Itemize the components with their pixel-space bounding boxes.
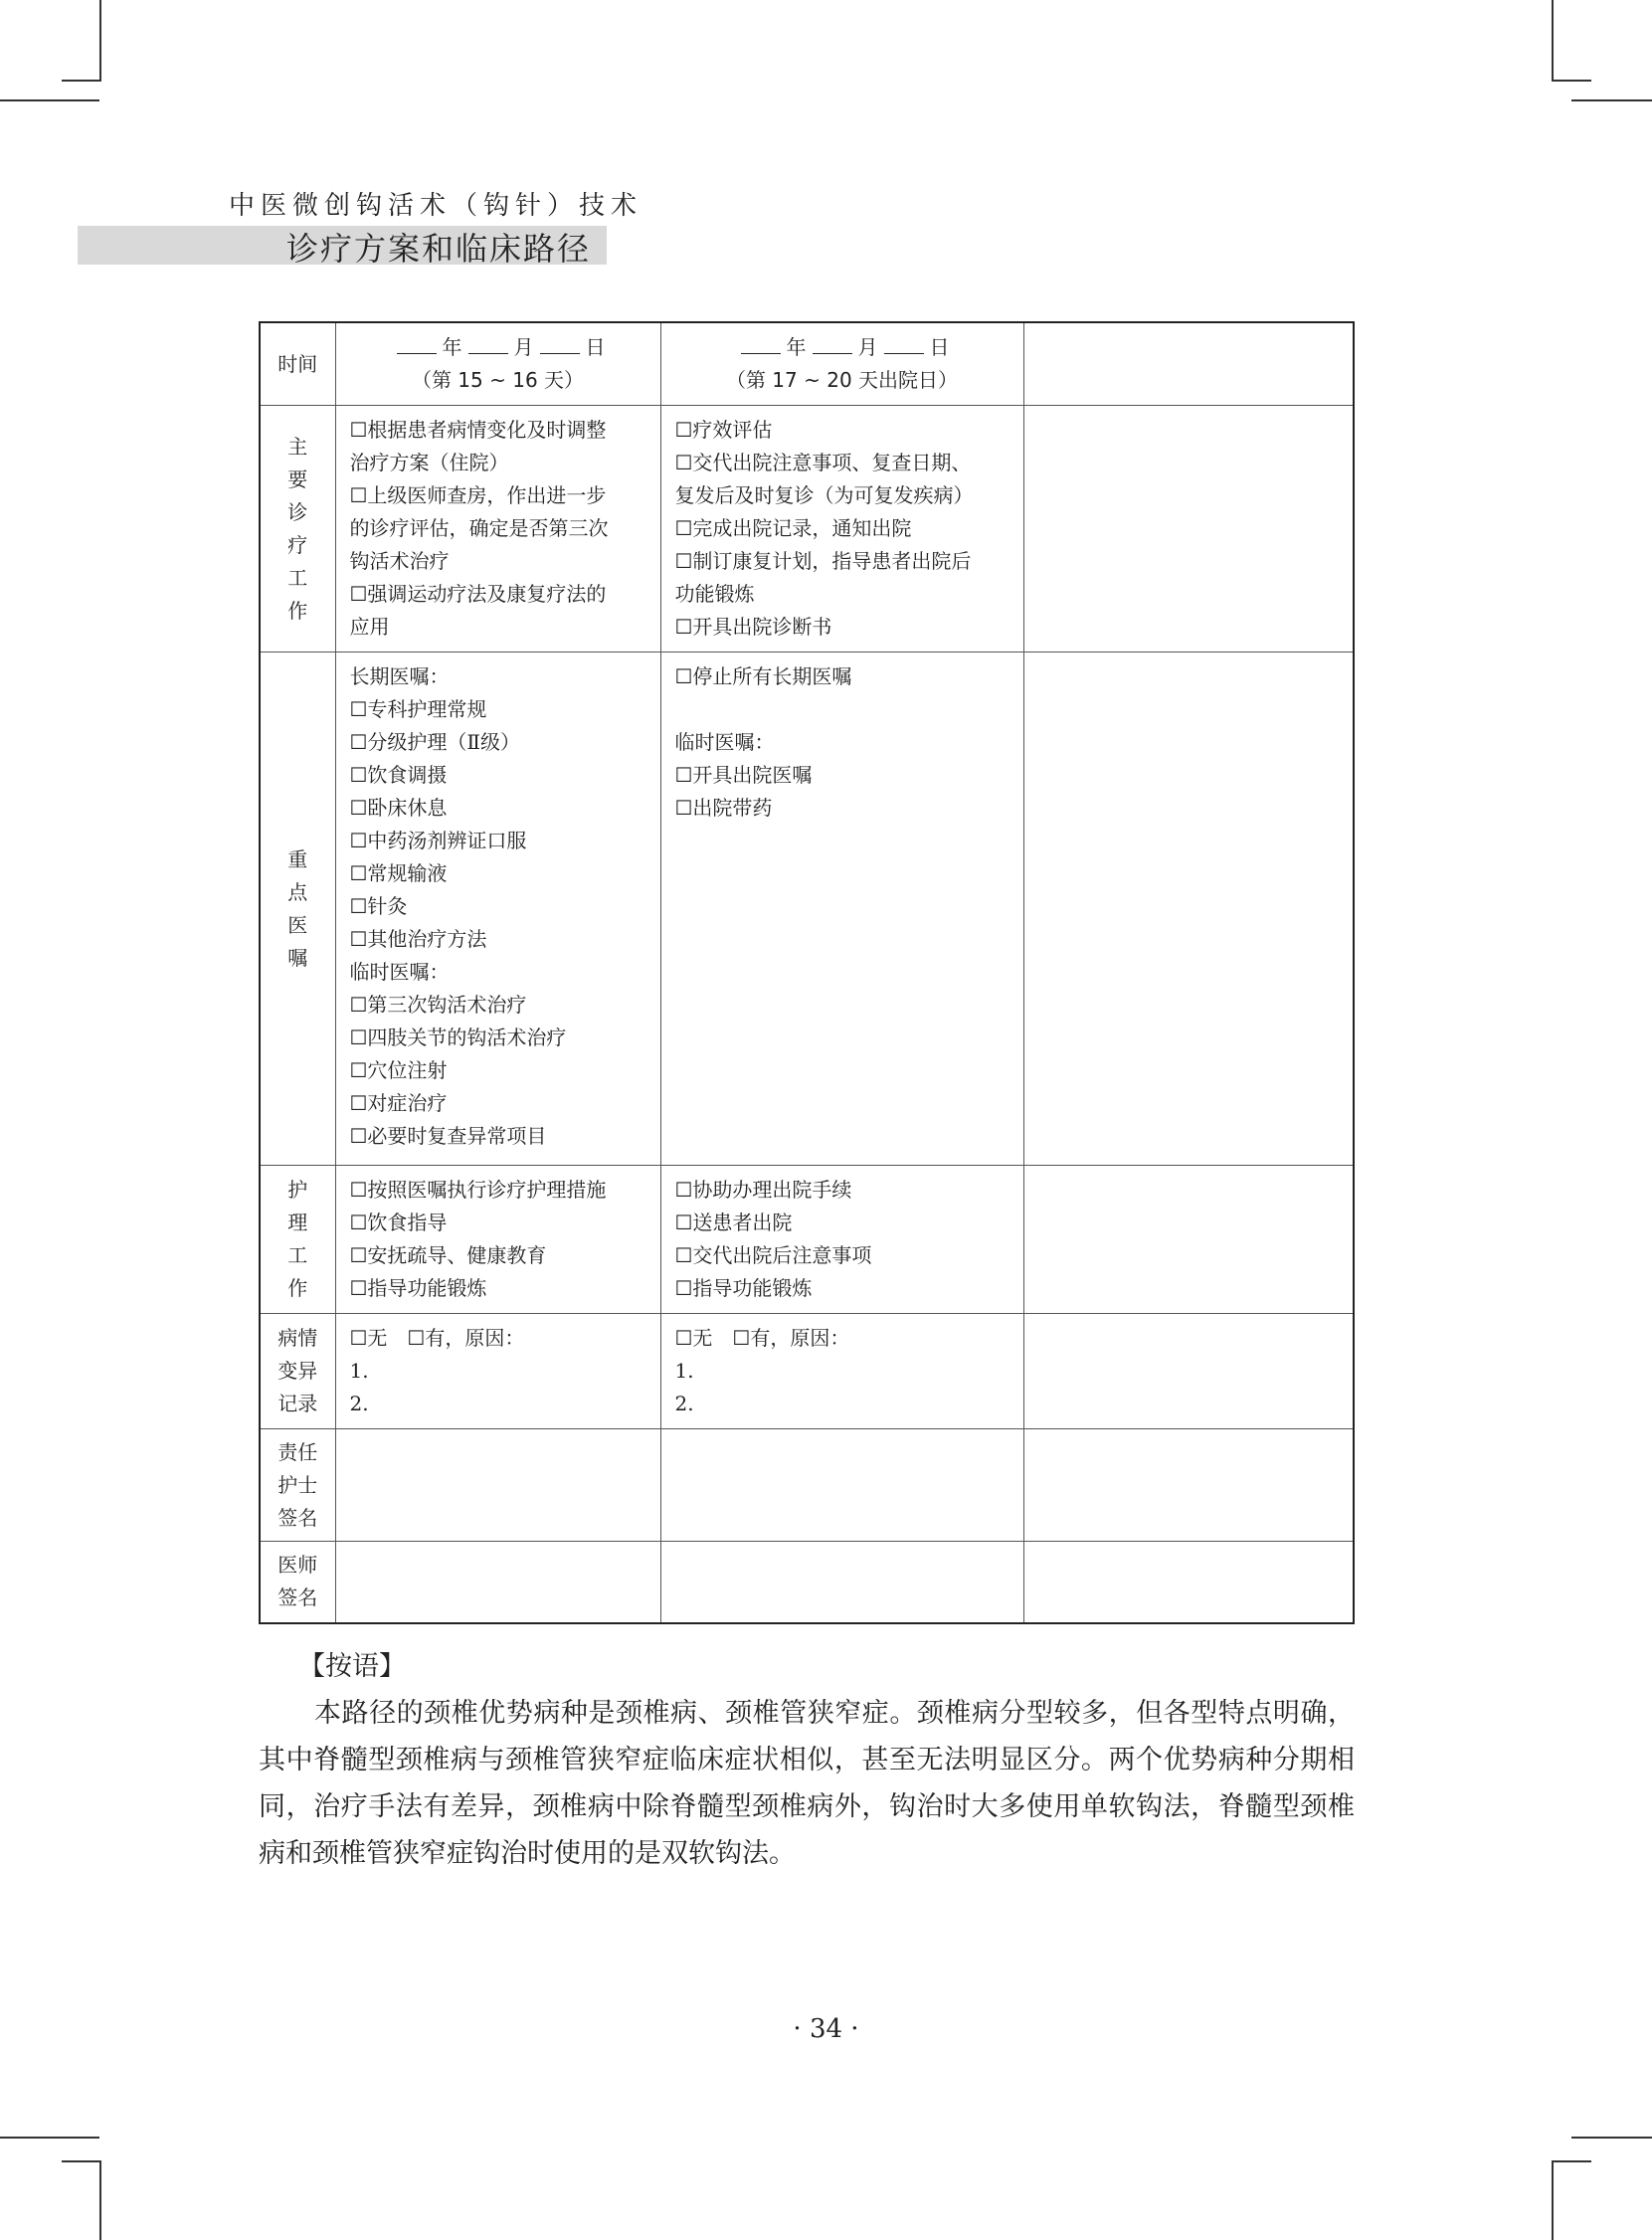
cell-time	[335, 322, 660, 406]
crop-mark	[1552, 2160, 1591, 2162]
checklist-line: ☐停止所有长期医嘱	[674, 664, 852, 688]
cell-empty	[1023, 1314, 1354, 1429]
row-label-cell	[260, 1429, 335, 1542]
cell-main-work	[660, 406, 1023, 653]
row-label-cell	[260, 1166, 335, 1314]
checklist-line: 临时医嘱：	[349, 960, 450, 984]
checklist-line: 临时医嘱：	[674, 730, 775, 754]
date-blank	[813, 333, 852, 354]
checklist-line: ☐对症治疗	[349, 1091, 448, 1115]
checklist-line: ☐指导功能锻炼	[349, 1276, 487, 1300]
cell-nurse-sign	[335, 1429, 660, 1542]
section-title-band	[78, 226, 607, 268]
date-blank	[540, 333, 580, 354]
cell-nursing	[660, 1166, 1023, 1314]
checklist-line: ☐卧床休息	[349, 796, 448, 820]
crop-mark	[0, 99, 99, 101]
clinical-pathway-table	[259, 321, 1355, 1624]
date-blank	[397, 333, 437, 354]
row-doctor-sign	[260, 1542, 1354, 1623]
date-year: 年	[786, 335, 807, 359]
checklist-line: ☐中药汤剂辨证口服	[349, 829, 527, 852]
crop-mark	[1552, 80, 1591, 82]
crop-mark	[62, 80, 101, 82]
row-label-cell	[260, 1314, 335, 1429]
row-label-cell	[260, 1542, 335, 1623]
page-number: · 34 ·	[793, 2014, 859, 2044]
checklist-line: ☐送患者出院	[674, 1211, 793, 1234]
crop-mark	[99, 2160, 101, 2240]
checklist-line: 2.	[349, 1392, 369, 1415]
date-line	[675, 331, 1010, 364]
checklist-line: ☐其他治疗方法	[349, 927, 487, 951]
row-label-nurse-sign: 责任护士签名	[277, 1439, 318, 1530]
cell-nurse-sign	[660, 1429, 1023, 1542]
checklist-line: ☐无 ☐有，原因：	[674, 1326, 850, 1350]
checklist-line: ☐出院带药	[674, 796, 773, 820]
cell-empty	[1023, 406, 1354, 653]
row-label-main-work: 主要诊疗工作	[287, 434, 308, 623]
checklist-line: ☐常规输液	[349, 861, 448, 885]
checklist-line: 钩活术治疗	[349, 549, 450, 573]
checklist-line: ☐根据患者病情变化及时调整	[349, 418, 607, 442]
checklist-line: ☐开具出院医嘱	[674, 763, 813, 787]
crop-mark	[1571, 2137, 1652, 2139]
checklist-line: ☐针灸	[349, 894, 408, 918]
checklist-line: ☐必要时复查异常项目	[349, 1124, 547, 1148]
cell-doctor-sign	[660, 1542, 1023, 1623]
crop-mark	[1552, 0, 1554, 80]
date-line	[350, 331, 646, 364]
checklist-line: ☐无 ☐有，原因：	[349, 1326, 525, 1350]
date-blank	[741, 333, 781, 354]
checklist-line: ☐完成出院记录，通知出院	[674, 516, 912, 540]
cell-variation	[660, 1314, 1023, 1429]
checklist-line: 1.	[349, 1359, 369, 1383]
row-time	[260, 322, 1354, 406]
checklist-line: ☐饮食调摄	[349, 763, 448, 787]
checklist-line: 长期医嘱：	[349, 664, 450, 688]
row-label-cell	[260, 322, 335, 406]
cell-nursing	[335, 1166, 660, 1314]
cell-empty	[1023, 322, 1354, 406]
crop-mark	[1552, 2160, 1554, 2240]
checklist-line: ☐疗效评估	[674, 418, 773, 442]
cell-main-work	[335, 406, 660, 653]
date-month: 月	[513, 335, 534, 359]
checklist-line: 2.	[674, 1392, 694, 1415]
checklist-line	[675, 693, 1010, 726]
row-label-variation: 病情变异记录	[277, 1326, 318, 1415]
cell-time	[660, 322, 1023, 406]
cell-orders	[660, 653, 1023, 1166]
date-day: 日	[929, 335, 950, 359]
checklist-line: 复发后及时复诊（为可复发疾病）	[674, 483, 974, 507]
checklist-line: ☐四肢关节的钩活术治疗	[349, 1026, 567, 1049]
date-year: 年	[442, 335, 462, 359]
row-label-orders: 重点医嘱	[287, 846, 308, 970]
date-month: 月	[857, 335, 878, 359]
checklist-line: ☐按照医嘱执行诊疗护理措施	[349, 1178, 607, 1202]
checklist-line: ☐第三次钩活术治疗	[349, 993, 527, 1017]
checklist-line: ☐交代出院后注意事项	[674, 1243, 872, 1267]
crop-mark	[0, 2137, 99, 2139]
crop-mark	[99, 0, 101, 80]
row-label-time: 时间	[277, 351, 318, 376]
checklist-line: 1.	[674, 1359, 694, 1383]
row-nursing	[260, 1166, 1354, 1314]
checklist-line: ☐安抚疏导、健康教育	[349, 1243, 547, 1267]
row-nurse-sign	[260, 1429, 1354, 1542]
row-label-cell	[260, 653, 335, 1166]
cell-empty	[1023, 1542, 1354, 1623]
cell-doctor-sign	[335, 1542, 660, 1623]
cell-orders	[335, 653, 660, 1166]
row-main-work	[260, 406, 1354, 653]
checklist-line: 功能锻炼	[674, 582, 755, 606]
running-header: 中医微创钩活术（钩针）技术	[229, 191, 643, 221]
crop-mark	[1571, 99, 1652, 101]
cell-empty	[1023, 1429, 1354, 1542]
checklist-line: 治疗方案（住院）	[349, 451, 509, 474]
crop-mark	[62, 2160, 101, 2162]
checklist-line: 应用	[349, 615, 390, 639]
cell-empty	[1023, 1166, 1354, 1314]
checklist-line: ☐分级护理（Ⅱ级）	[349, 730, 521, 754]
row-label-nursing: 护理工作	[287, 1178, 308, 1300]
checklist-line: ☐制订康复计划，指导患者出院后	[674, 549, 972, 573]
checklist-line: ☐饮食指导	[349, 1211, 448, 1234]
day-range: （第 17 ~ 20 天出院日）	[725, 368, 959, 392]
checklist-line: ☐协助办理出院手续	[674, 1178, 852, 1202]
row-label-cell	[260, 406, 335, 653]
date-blank	[884, 333, 924, 354]
row-orders	[260, 653, 1354, 1166]
checklist-line: ☐穴位注射	[349, 1058, 448, 1082]
checklist-line: ☐专科护理常规	[349, 697, 487, 721]
cell-empty	[1023, 653, 1354, 1166]
checklist-line: ☐强调运动疗法及康复疗法的	[349, 582, 607, 606]
cell-variation	[335, 1314, 660, 1429]
day-range: （第 15 ~ 16 天）	[411, 368, 585, 392]
checklist-line: 的诊疗评估，确定是否第三次	[349, 516, 609, 540]
date-day: 日	[585, 335, 606, 359]
section-title: 诊疗方案和临床路径	[286, 230, 592, 268]
row-variation	[260, 1314, 1354, 1429]
checklist-line: ☐指导功能锻炼	[674, 1276, 813, 1300]
checklist-line: ☐上级医师查房，作出进一步	[349, 483, 607, 507]
checklist-line: ☐开具出院诊断书	[674, 615, 832, 639]
commentary-paragraph: 本路径的颈椎优势病种是颈椎病、颈椎管狭窄症。颈椎病分型较多，但各型特点明确，其中脊髓型颈椎病与颈椎管狭窄症临床症状相似，甚至无法明显区分。两个优势病种分期相同，治疗手法有差异，颈椎病中除脊髓型颈椎病外，钩治时大多使用单软钩法，脊髓型颈椎病和颈椎管狭窄症钩治时使用的是双软钩法。	[259, 1698, 1355, 1869]
date-blank	[468, 333, 508, 354]
row-label-doctor-sign: 医师签名	[277, 1553, 318, 1610]
checklist-line: ☐交代出院注意事项、复查日期、	[674, 451, 972, 474]
commentary	[259, 1643, 1355, 1877]
commentary-title: 【按语】	[298, 1651, 406, 1682]
